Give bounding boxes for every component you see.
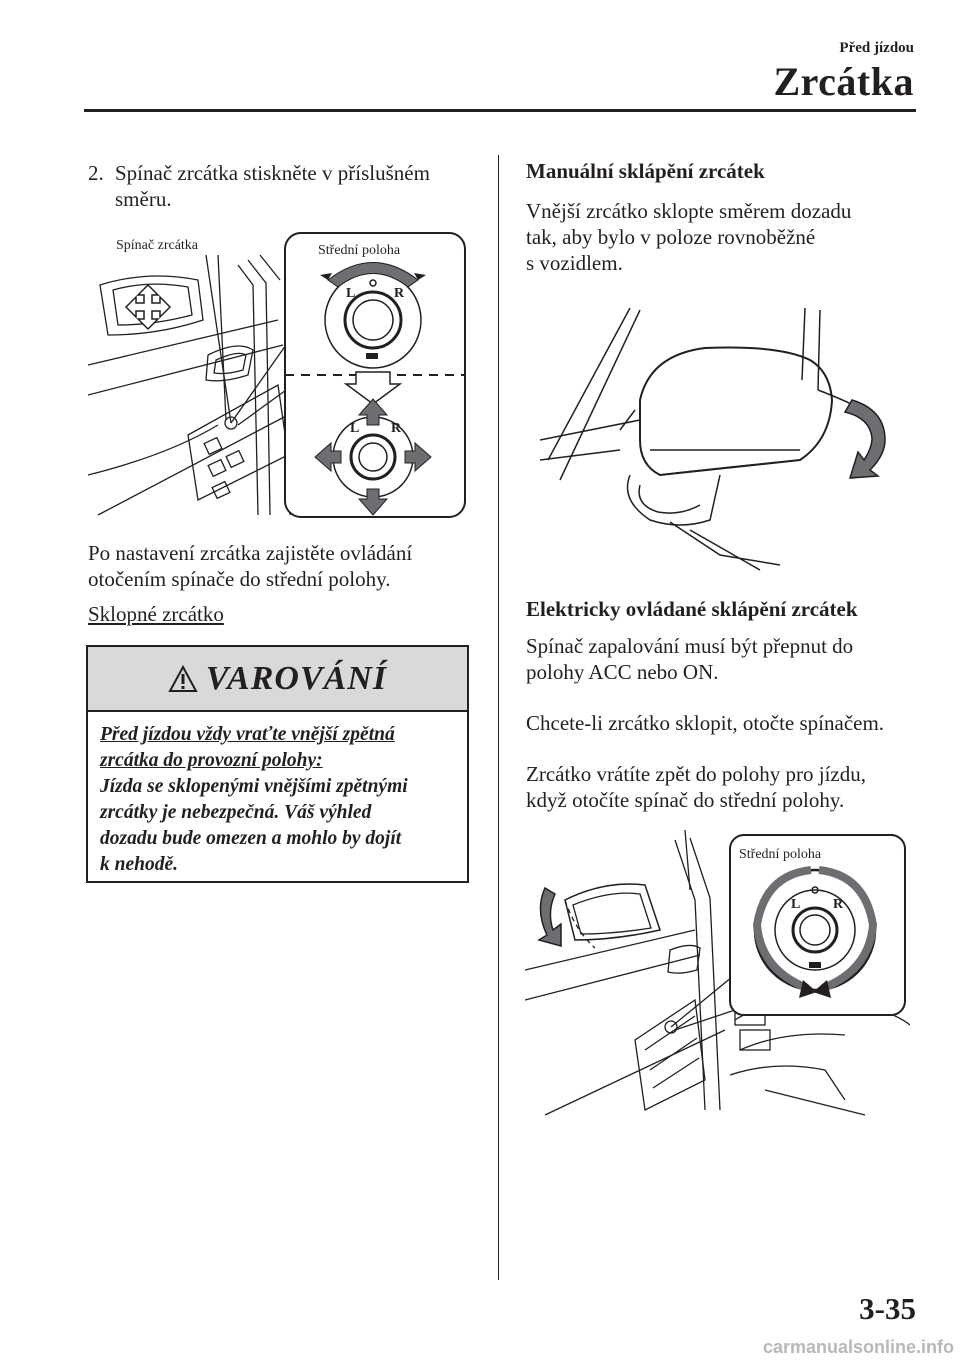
subheading-folding-mirror: Sklopné zrcátko (88, 602, 224, 626)
warning-line5: dozadu bude omezen a mohlo by dojít (100, 828, 402, 849)
warning-line1: Před jízdou vždy vraťte vnější zpětná (100, 724, 395, 745)
footer-watermark: carmanualsonline.info (762, 1337, 954, 1357)
p2-line1: Spínač zapalování musí být přepnut do (526, 634, 854, 658)
mirror-switch-illustration (88, 225, 470, 520)
after-text-line1: Po nastavení zrcátka zajistěte ovládání (88, 541, 413, 565)
section-title: Před jízdou (839, 40, 914, 56)
column-divider (498, 155, 499, 1280)
warning-line3: Jízda se sklopenými vnějšími zpětnými (100, 776, 408, 797)
header-rule (84, 109, 916, 112)
p1-line1: Vnější zrcátko sklopte směrem dozadu (526, 199, 852, 223)
fig1-letter-l-lower: L (350, 421, 360, 436)
step-text-line2: směru. (115, 187, 172, 211)
fig3-label-neutral: Střední poloha (739, 847, 822, 862)
p2-line2: polohy ACC nebo ON. (526, 660, 719, 684)
fig3-letter-r: R (833, 897, 844, 912)
warning-line6: k nehodě. (100, 854, 178, 875)
electric-fold-switch-illustration (525, 830, 910, 1120)
fig1-label-switch: Spínač zrcátka (116, 238, 199, 253)
fold-direction-arrow-icon (845, 400, 885, 478)
warning-title: VAROVÁNÍ (205, 659, 388, 697)
fig1-letter-r-lower: R (391, 421, 402, 436)
p1-line3: s vozidlem. (526, 251, 623, 275)
fig1-letter-r-upper: R (394, 286, 405, 301)
manual-fold-mirror-illustration (540, 300, 920, 575)
page-title: Zrcátka (773, 59, 914, 104)
after-text-line2: otočením spínače do střední polohy. (88, 567, 391, 591)
heading-electric-folding: Elektricky ovládané sklápění zrcátek (526, 597, 858, 621)
electric-fold-arrow-icon (539, 888, 561, 946)
fig1-label-neutral: Střední poloha (318, 243, 401, 258)
warning-triangle-icon (168, 665, 198, 693)
fig1-letter-l-upper: L (346, 286, 356, 301)
heading-manual-folding: Manuální sklápění zrcátek (526, 159, 765, 183)
step-text-line1: Spínač zrcátka stiskněte v příslušném (115, 161, 430, 185)
p3: Chcete-li zrcátko sklopit, otočte spínačem. (526, 711, 885, 735)
warning-header (88, 647, 467, 712)
fig3-letter-l: L (791, 897, 801, 912)
page-number: 3-35 (859, 1291, 916, 1326)
warning-line2: zrcátka do provozní polohy: (100, 750, 323, 771)
step-number: 2. (88, 161, 104, 185)
p4-line1: Zrcátko vrátíte zpět do polohy pro jízdu, (526, 762, 866, 786)
warning-line4: zrcátky je nebezpečná. Váš výhled (100, 802, 372, 823)
warning-box (86, 645, 469, 883)
warning-body (88, 712, 467, 878)
p4-line2: když otočíte spínač do střední polohy. (526, 788, 845, 812)
p1-line2: tak, aby bylo v poloze rovnoběžné (526, 225, 816, 249)
